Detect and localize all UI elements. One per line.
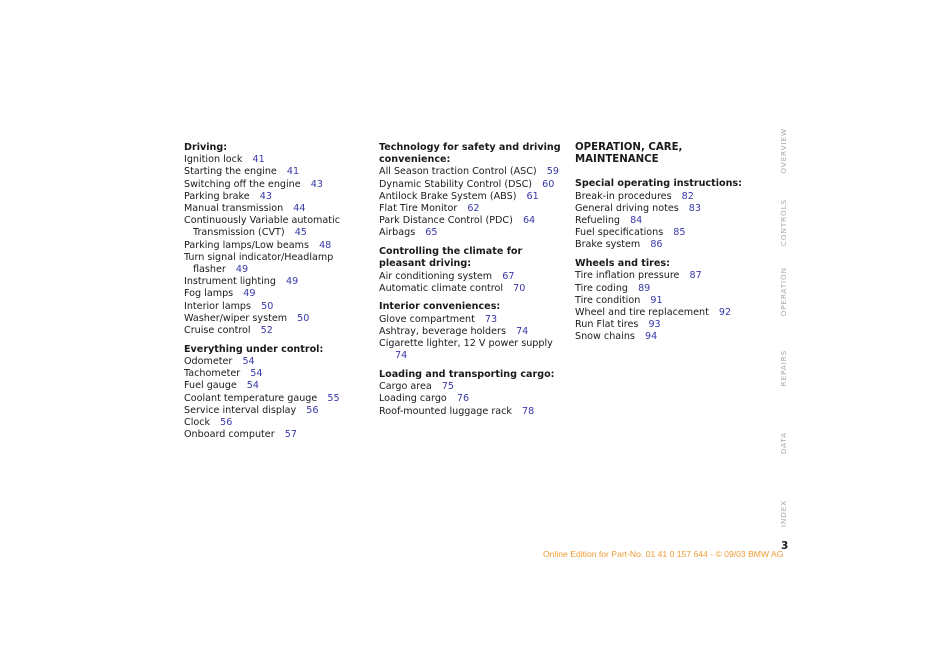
section-heading: Driving: [184, 142, 228, 153]
entry-title: Automatic climate control [379, 282, 504, 294]
page-reference[interactable]: 43 [310, 178, 323, 190]
entry-title: Tire inflation pressure [575, 270, 680, 282]
page-reference[interactable]: 85 [673, 227, 686, 239]
entry-title: Loading cargo [379, 393, 447, 405]
toc-entry[interactable] [379, 406, 564, 418]
page-reference[interactable]: 75 [441, 381, 455, 393]
entry-title: Brake system [575, 239, 641, 251]
section-tabs [779, 124, 793, 532]
entry-title: Onboard computer [184, 429, 275, 441]
toc-entry[interactable] [379, 314, 564, 326]
entry-title: Tire coding [575, 282, 628, 294]
page-reference[interactable]: 50 [261, 300, 274, 312]
toc-column-2 [379, 142, 564, 424]
entry-title: Air conditioning system [379, 270, 493, 282]
entry-title: Tachometer [184, 368, 241, 380]
entry-title: Instrument lighting [184, 276, 276, 288]
toc-section [379, 369, 564, 418]
toc-section [575, 178, 760, 251]
page-reference[interactable]: 84 [630, 215, 643, 227]
entry-title: Dynamic Stability Control (DSC) [379, 178, 533, 190]
toc-entry[interactable] [575, 203, 760, 215]
toc-entry[interactable] [379, 179, 564, 191]
page-reference[interactable]: 76 [456, 393, 470, 405]
toc-entry[interactable] [184, 288, 369, 300]
page-reference[interactable]: 60 [542, 178, 555, 190]
page-reference[interactable]: 41 [252, 154, 265, 166]
section-heading: Special operating instructions: [575, 178, 742, 190]
tab-data[interactable]: DATA [779, 432, 788, 455]
page-reference[interactable]: 45 [294, 227, 307, 239]
entry-title: Break-in procedures [575, 190, 672, 202]
tab-controls[interactable]: CONTROLS [779, 199, 788, 247]
page-reference[interactable]: 70 [513, 282, 526, 294]
page-reference[interactable]: 92 [718, 306, 732, 318]
page-reference[interactable]: 65 [425, 227, 438, 239]
entry-title: Snow chains [575, 331, 635, 343]
entry-title: Glove compartment [379, 313, 475, 325]
entry-title: Fog lamps [184, 288, 234, 300]
section-heading: Wheels and tires: [575, 258, 670, 270]
page-reference[interactable]: 49 [243, 288, 256, 300]
page-reference[interactable]: 78 [522, 405, 535, 417]
toc-entry[interactable] [379, 326, 564, 338]
toc-entry[interactable] [575, 215, 760, 227]
toc-entry[interactable] [184, 356, 369, 368]
entry-title: Park Distance Control (PDC) [379, 215, 513, 227]
toc-entry[interactable] [184, 179, 369, 191]
toc-entry[interactable] [575, 283, 760, 295]
toc-entry[interactable] [184, 252, 369, 276]
page-number: 3 [781, 540, 789, 552]
page-reference[interactable]: 93 [648, 319, 661, 331]
page-reference[interactable]: 87 [689, 270, 702, 282]
toc-entry[interactable] [184, 191, 369, 203]
entry-title: Interior lamps [184, 300, 252, 312]
toc-entry[interactable] [575, 331, 760, 343]
toc-entry[interactable] [379, 393, 564, 405]
page-reference[interactable]: 49 [286, 276, 299, 288]
entry-title: Cruise control [184, 325, 251, 337]
footer-note: Online Edition for Part-No. 01 41 0 157 644 - © 09/03 BMW AG [543, 549, 784, 559]
toc-section [184, 142, 369, 337]
toc-entry[interactable] [575, 227, 760, 239]
entry-title: Switching off the engine [184, 178, 301, 190]
entry-title: Turn signal indicator/Headlamp flasher [184, 251, 334, 276]
toc-column-3 [575, 142, 760, 350]
entry-title: Tire condition [575, 294, 641, 306]
section-heading: Technology for safety and driving convenience: [379, 142, 561, 166]
toc-entry[interactable] [184, 368, 369, 380]
page-reference[interactable]: 56 [306, 404, 319, 416]
entry-title: Parking lamps/Low beams [184, 239, 309, 251]
toc-entry[interactable] [184, 203, 369, 215]
entry-title: Refueling [575, 215, 620, 227]
page-reference[interactable]: 91 [650, 294, 663, 306]
entry-title: Run Flat tires [575, 319, 639, 331]
entry-title: Washer/wiper system [184, 312, 288, 324]
page-reference[interactable]: 74 [516, 325, 529, 337]
page-reference[interactable]: 59 [546, 166, 559, 178]
page-reference[interactable]: 44 [293, 203, 306, 215]
toc-entry[interactable] [379, 191, 564, 203]
section-heading: Everything under control: [184, 343, 324, 355]
toc-entry[interactable] [184, 215, 369, 239]
toc-entry[interactable] [575, 319, 760, 331]
toc-entry[interactable] [184, 325, 369, 337]
page-reference[interactable]: 61 [526, 190, 539, 202]
toc-entry[interactable] [184, 313, 369, 325]
toc-entry[interactable] [575, 270, 760, 282]
entry-title: Flat Tire Monitor [379, 203, 458, 215]
toc-entry[interactable] [575, 191, 760, 203]
toc-entry[interactable] [379, 338, 564, 362]
page-reference[interactable]: 57 [284, 429, 297, 441]
page-reference[interactable]: 83 [688, 202, 702, 214]
toc-section [379, 142, 564, 240]
entry-title: Cigarette lighter, 12 V power supply [379, 338, 553, 350]
toc-section [379, 301, 564, 362]
page-reference[interactable]: 64 [522, 215, 536, 227]
toc-entry[interactable] [379, 166, 564, 178]
toc-entry[interactable] [184, 405, 369, 417]
tab-operation[interactable]: OPERATION [779, 267, 788, 317]
page-reference[interactable]: 86 [650, 239, 663, 251]
page-reference[interactable]: 89 [638, 282, 651, 294]
page-reference[interactable]: 56 [220, 416, 233, 428]
section-heading: Loading and transporting cargo: [379, 368, 555, 380]
entry-title: Clock [184, 416, 211, 428]
tab-index[interactable]: INDEX [779, 500, 788, 528]
toc-entry[interactable] [379, 381, 564, 393]
page-reference[interactable]: 54 [246, 380, 260, 392]
entry-title: Antilock Brake System (ABS) [379, 190, 517, 202]
toc-entry[interactable] [575, 307, 760, 319]
page-reference[interactable]: 41 [286, 166, 300, 178]
toc-entry[interactable] [184, 301, 369, 313]
tab-repairs[interactable]: REPAIRS [779, 350, 788, 387]
entry-title: Cargo area [379, 381, 432, 393]
tab-overview[interactable]: OVERVIEW [779, 128, 788, 174]
entry-title: Coolant temperature gauge [184, 392, 318, 404]
toc-entry[interactable] [184, 166, 369, 178]
entry-title: Parking brake [184, 190, 250, 202]
section-heading: Controlling the climate for pleasant driving: [379, 246, 523, 270]
entry-title: Roof-mounted luggage rack [379, 405, 512, 417]
entry-title: General driving notes [575, 202, 679, 214]
entry-title: Fuel gauge [184, 380, 237, 392]
toc-section [379, 246, 564, 295]
page-reference[interactable]: 94 [644, 331, 658, 343]
page-reference[interactable]: 82 [681, 190, 694, 202]
entry-title: Wheel and tire replacement [575, 306, 709, 318]
toc-entry[interactable] [575, 295, 760, 307]
toc-entry[interactable] [379, 283, 564, 295]
entry-title: Ignition lock [184, 154, 243, 166]
page-reference[interactable]: 48 [319, 239, 332, 251]
toc-entry[interactable] [379, 271, 564, 283]
page-reference[interactable]: 54 [242, 355, 255, 367]
entry-title: Ashtray, beverage holders [379, 325, 506, 337]
toc-entry[interactable] [184, 276, 369, 288]
entry-title: Service interval display [184, 404, 297, 416]
toc-entry[interactable] [184, 417, 369, 429]
toc-entry[interactable] [184, 429, 369, 441]
toc-column-1 [184, 142, 369, 448]
entry-title: Odometer [184, 355, 233, 367]
toc-entry[interactable] [575, 239, 760, 251]
page-reference[interactable]: 73 [484, 313, 498, 325]
entry-title: Starting the engine [184, 166, 277, 178]
page-reference[interactable]: 54 [250, 368, 263, 380]
page-reference[interactable]: 50 [297, 312, 310, 324]
toc-entry[interactable] [379, 227, 564, 239]
toc-entry[interactable] [184, 380, 369, 392]
entry-title: Continuously Variable automatic Transmission (CVT) [184, 215, 340, 239]
toc-section [184, 344, 369, 442]
toc-entry[interactable] [184, 240, 369, 252]
page-reference[interactable]: 43 [259, 190, 272, 202]
toc-entry[interactable] [379, 215, 564, 227]
entry-title: Manual transmission [184, 203, 284, 215]
toc-entry[interactable] [184, 393, 369, 405]
toc-entry[interactable] [379, 203, 564, 215]
page-reference[interactable]: 49 [235, 264, 249, 276]
toc-section [575, 258, 760, 343]
page-reference[interactable]: 55 [327, 392, 340, 404]
major-heading: OPERATION, CARE, MAINTENANCE [575, 142, 683, 166]
page-reference[interactable]: 62 [467, 203, 480, 215]
entry-title: Fuel specifications [575, 227, 664, 239]
page-reference[interactable]: 67 [502, 270, 515, 282]
section-heading: Interior conveniences: [379, 301, 501, 313]
entry-title: All Season traction Control (ASC) [379, 166, 537, 178]
page-reference[interactable]: 74 [395, 350, 408, 362]
toc-entry[interactable] [184, 154, 369, 166]
page-reference[interactable]: 52 [260, 325, 273, 337]
entry-title: Airbags [379, 227, 416, 239]
